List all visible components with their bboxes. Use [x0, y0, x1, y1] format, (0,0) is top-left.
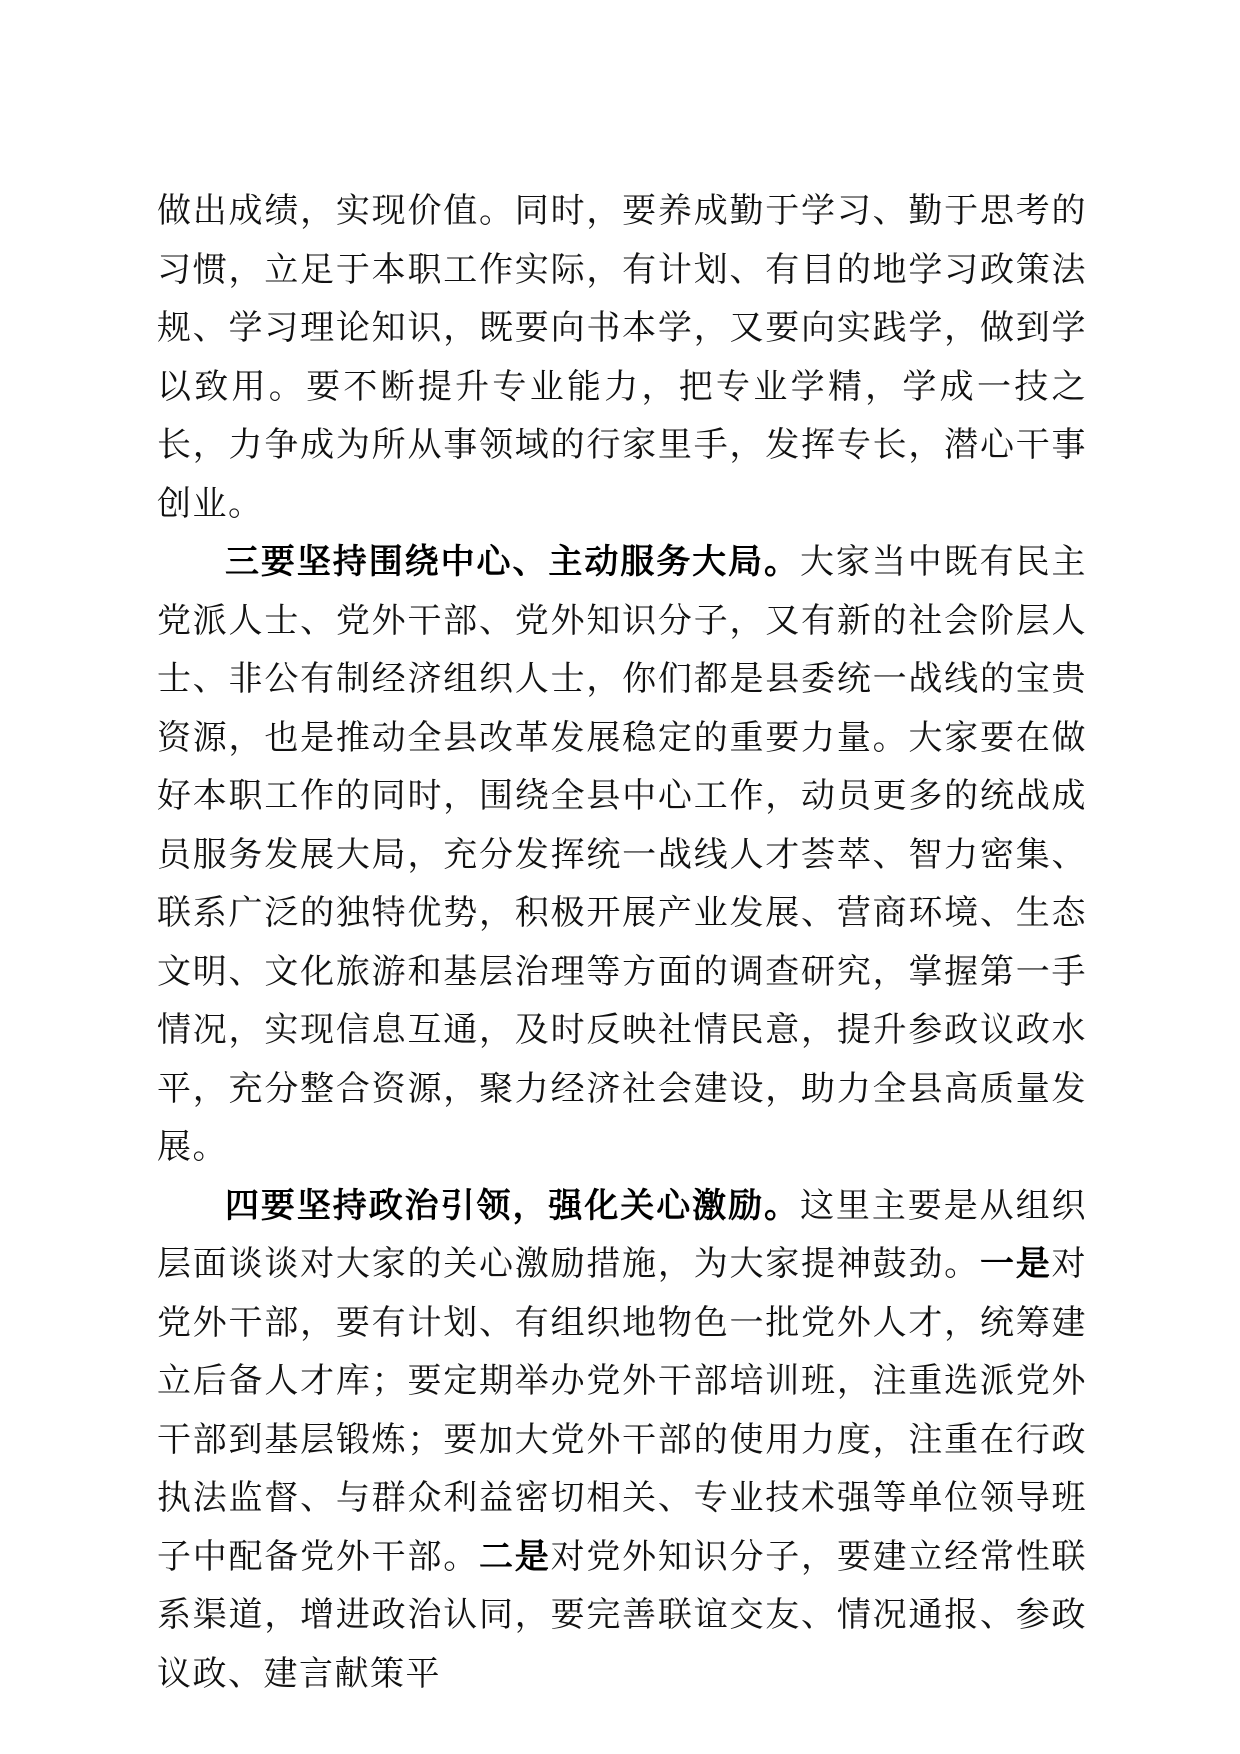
paragraph-3-point-one-text: 对党外干部，要有计划、有组织地物色一批党外人才，统筹建立后备人才库；要定期举办党外干部培训班，注重选派党外干部到基层锻炼；要加大党外干部的使用力度，注重在行政执法监督、与群众利益密切相关、专业技术强等单位领导班子中配备党外干部。 [157, 1244, 1088, 1577]
paragraph-1-text: 做出成绩，实现价值。同时，要养成勤于学习、勤于思考的习惯，立足于本职工作实际，有计划、有目的地学习政策法规、学习理论知识，既要向书本学，又要向实践学，做到学以致用。要不断提升专业能力，把专业学精，学成一技之长，力争成为所从事领域的行家里手，发挥专长，潜心干事创业。 [157, 191, 1087, 524]
paragraph-3 [157, 1177, 1087, 1704]
paragraph-2-heading: 三要坚持围绕中心、主动服务大局。 [225, 542, 800, 582]
paragraph-2 [157, 533, 1087, 1177]
paragraph-3-point-two-text: 对党外知识分子，要建立经常性联系渠道，增进政治认同，要完善联谊交友、情况通报、参政议政、建言献策平 [157, 1536, 1088, 1694]
paragraph-1 [157, 182, 1087, 533]
paragraph-3-point-two-label: 二是 [479, 1536, 551, 1577]
paragraph-2-text: 大家当中既有民主党派人士、党外干部、党外知识分子，又有新的社会阶层人士、非公有制经济组织人士，你们都是县委统一战线的宝贵资源，也是推动全县改革发展稳定的重要力量。大家要在做好本职工作的同时，围绕全县中心工作，动员更多的统战成员服务发展大局，充分发挥统一战线人才荟萃、智力密集、联系广泛的独特优势，积极开展产业发展、营商环境、生态文明、文化旅游和基层治理等方面的调查研究，掌握第一手情况，实现信息互通，及时反映社情民意，提升参政议政水平，充分整合资源，聚力经济社会建设，助力全县高质量发展。 [157, 542, 1088, 1167]
paragraph-3-heading: 四要坚持政治引领，强化关心激励。 [225, 1185, 800, 1226]
paragraph-3-point-one-label: 一是 [979, 1244, 1052, 1284]
document-body [157, 182, 1087, 1703]
paragraph-3-text: 这里主要是从组织层面谈谈对大家的关心激励措施，为大家提神鼓劲。 [157, 1185, 1088, 1284]
